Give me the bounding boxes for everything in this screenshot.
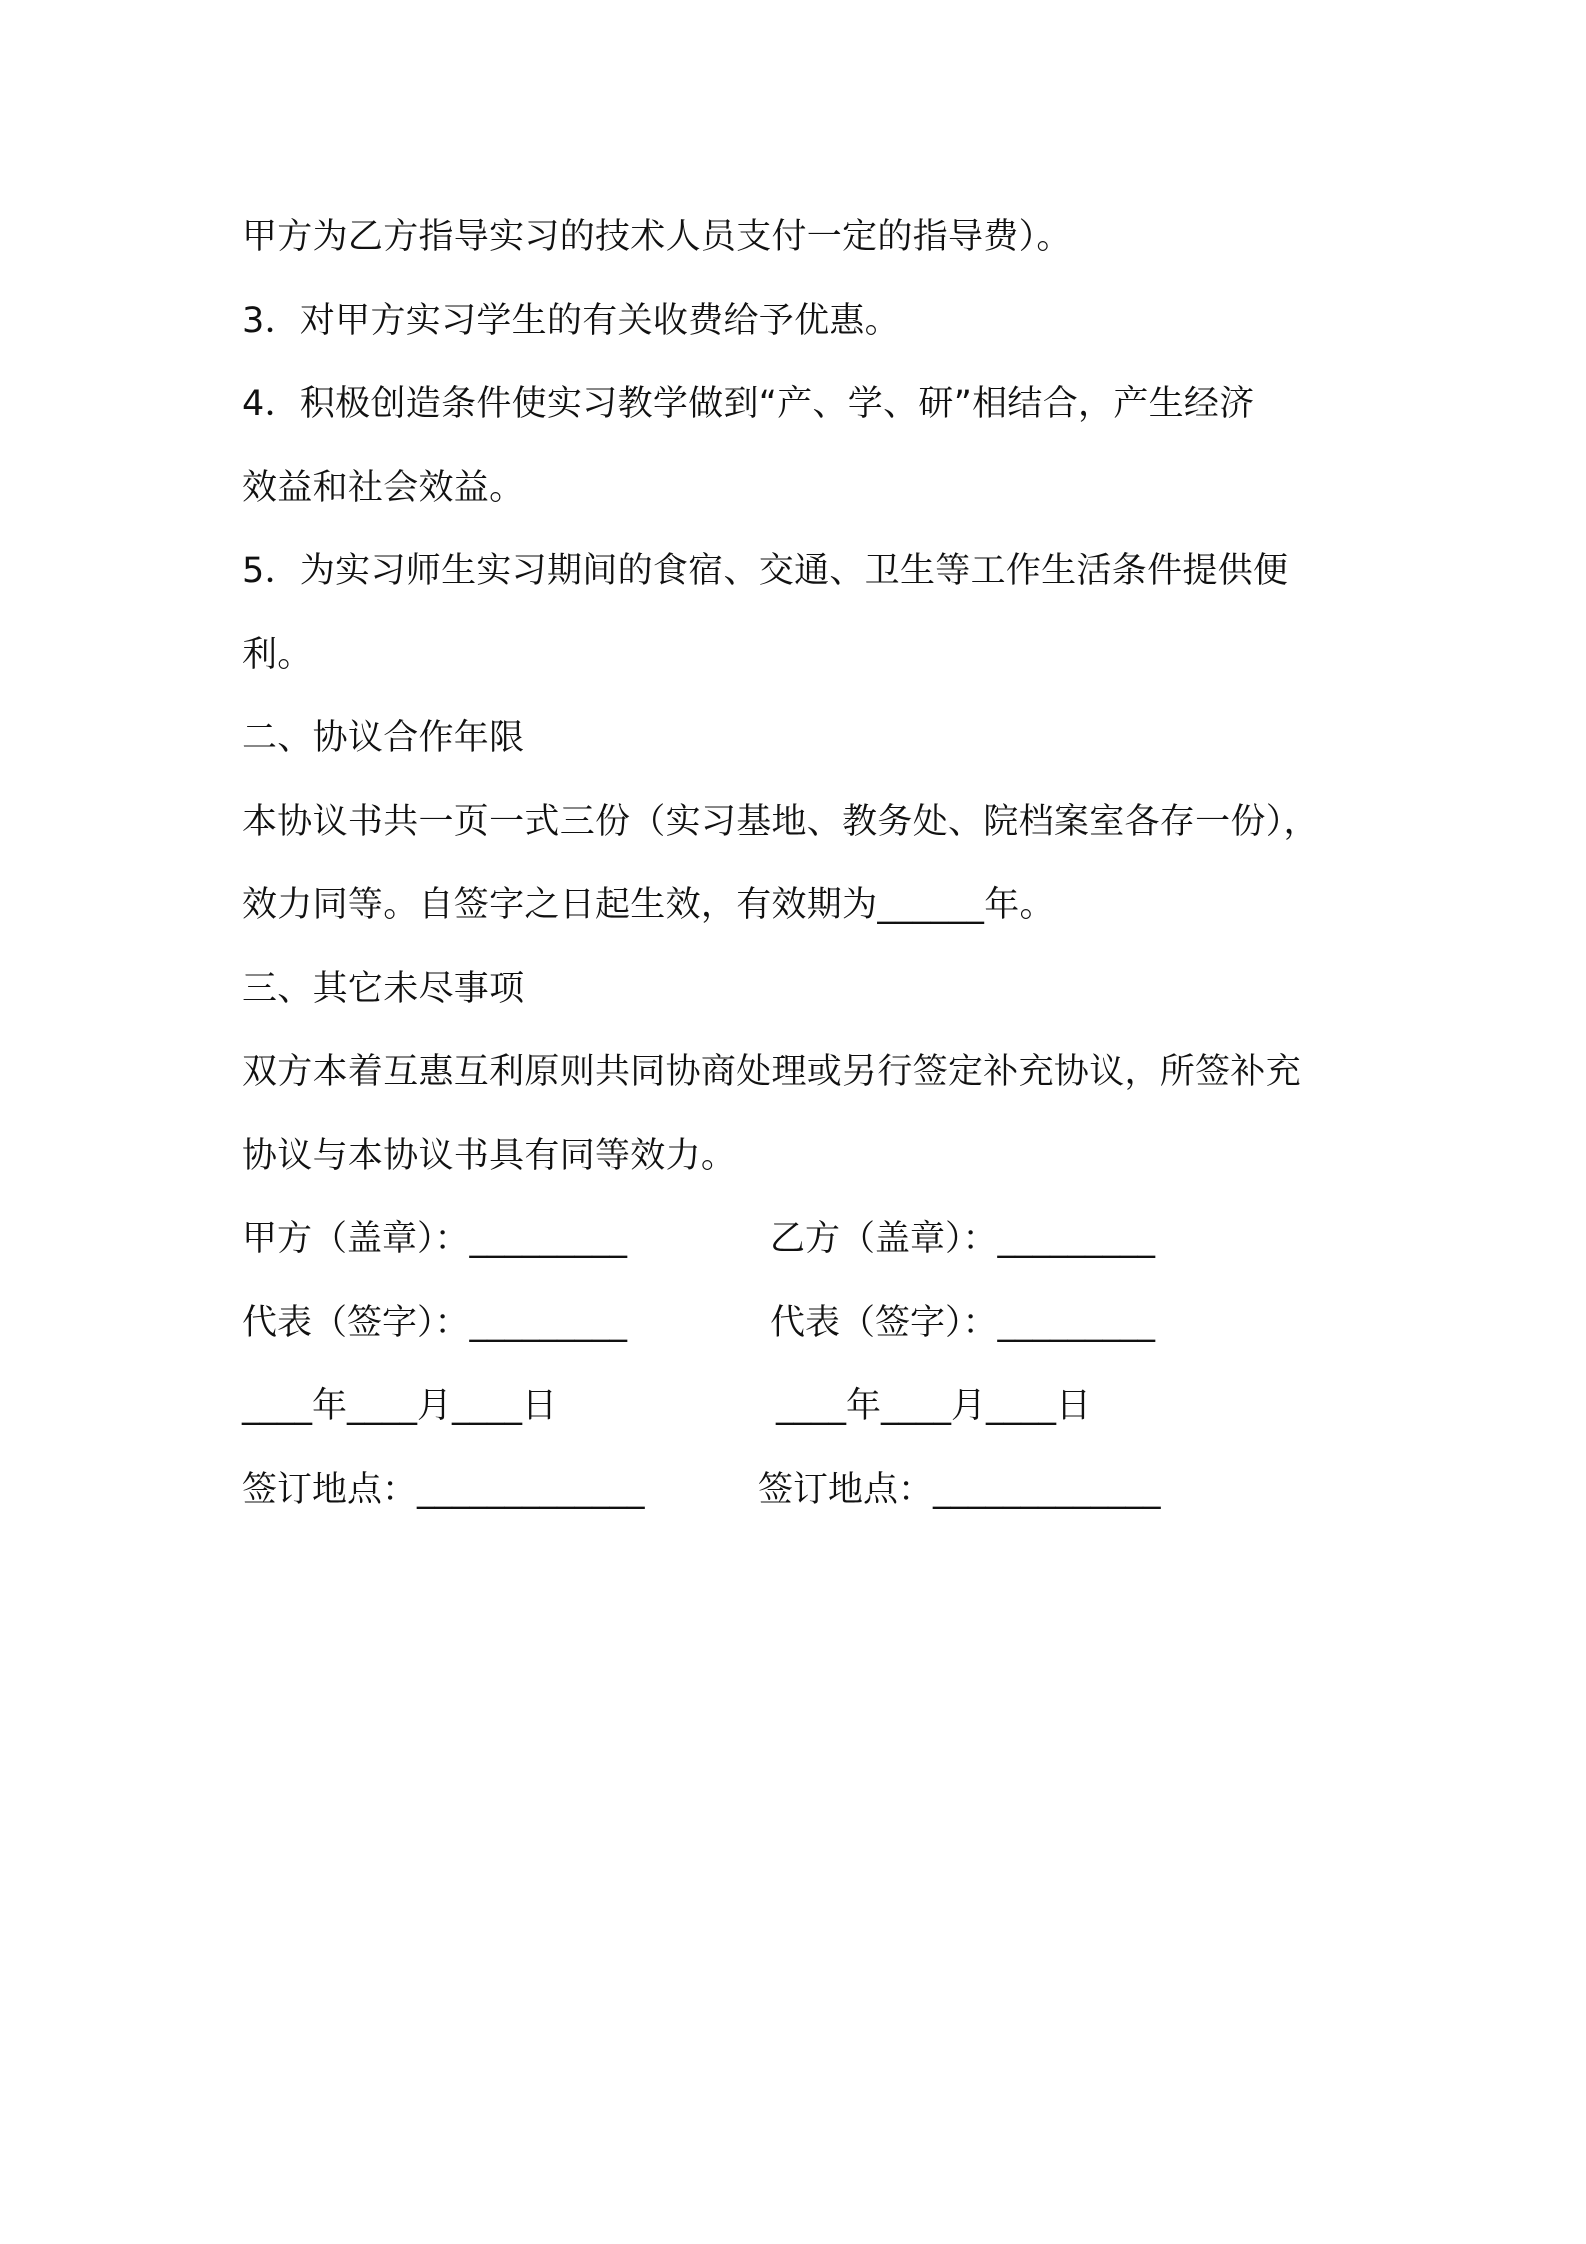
document-body <box>242 196 1362 1532</box>
party-b-rep-field: 代表（签字）：_________ <box>770 1302 1156 1343</box>
term-text-line-1: 本协议书共一页一式三份（实习基地、教务处、院档案室各存一份）， <box>242 801 1319 842</box>
clause-4-line-1: 4．积极创造条件使实习教学做到“产、学、研”相结合，产生经济 <box>242 384 1255 424</box>
party-a-seal-field: 甲方（盖章）：_________ <box>242 1219 628 1259</box>
clause-5-line-2: 利。 <box>242 634 313 675</box>
signature-row-representative <box>242 1282 1362 1366</box>
party-a-date-field: ____年____月____日 <box>242 1386 558 1426</box>
other-text-line-1: 双方本着互惠互利原则共同协商处理或另行签定补充协议，所签补充 <box>242 1052 1302 1092</box>
party-b-seal-field: 乙方（盖章）：_________ <box>770 1219 1156 1259</box>
signature-row-seal <box>242 1198 1362 1282</box>
party-b-date-field: ____年____月____日 <box>776 1386 1092 1426</box>
party-b-place-field: 签订地点：_____________ <box>758 1469 1161 1510</box>
term-text-line-2: 效力同等。自签字之日起生效，有效期为______年。 <box>242 885 1055 925</box>
section-heading-other: 三、其它未尽事项 <box>242 968 525 1009</box>
signature-row-place <box>242 1449 1362 1533</box>
section-heading-term: 二、协议合作年限 <box>242 718 525 758</box>
party-a-place-field: 签订地点：_____________ <box>242 1469 645 1510</box>
party-a-rep-field: 代表（签字）：_________ <box>242 1302 628 1343</box>
clause-5-line-1: 5．为实习师生实习期间的食宿、交通、卫生等工作生活条件提供便 <box>242 551 1289 591</box>
other-text-line-2: 协议与本协议书具有同等效力。 <box>242 1135 737 1176</box>
paragraph-fee-continuation: 甲方为乙方指导实习的技术人员支付一定的指导费）。 <box>242 217 1072 257</box>
clause-4-line-2: 效益和社会效益。 <box>242 467 525 508</box>
clause-3: 3．对甲方实习学生的有关收费给予优惠。 <box>242 300 900 341</box>
signature-row-date <box>242 1365 1362 1449</box>
